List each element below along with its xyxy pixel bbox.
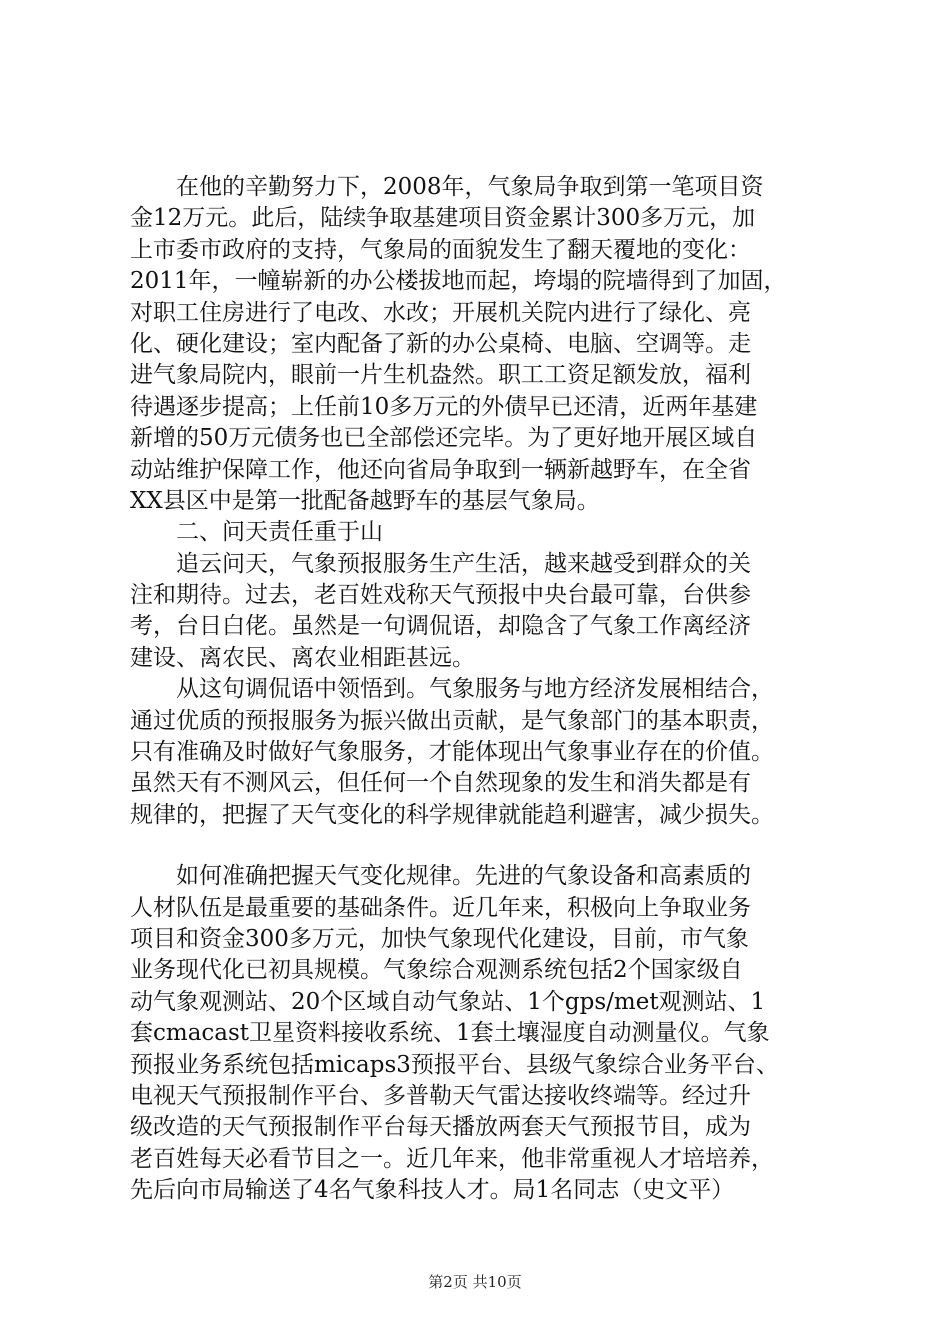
text-line: 虽然天有不测风云，但任何一个自然现象的发生和消失都是有	[130, 770, 751, 797]
text-line: 二、问天责任重于山	[130, 519, 383, 546]
text-line: 老百姓每天必看节目之一。近几年来，他非常重视人才培培养，	[130, 1145, 774, 1172]
text-line: 规律的，把握了天气变化的科学规律就能趋利避害，减少损失。	[130, 801, 774, 828]
text-line: 待遇逐步提高；上任前10多万元的外债早已还清，近两年基建	[130, 393, 758, 420]
text-line: XX县区中是第一批配备越野车的基层气象局。	[130, 487, 600, 514]
text-line: 新增的50万元债务也已全部偿还完毕。为了更好地开展区域自	[130, 425, 758, 452]
text-line: 考，台日白佬。虽然是一句调侃语，却隐含了气象工作离经济	[130, 613, 751, 640]
text-line: 项目和资金300多万元，加快气象现代化建设，目前，市气象	[130, 925, 749, 952]
text-line: 对职工住房进行了电改、水改；开展机关院内进行了绿化、亮	[130, 299, 751, 326]
text-line: 套cmacast卫星资料接收系统、1套土壤湿度自动测量仪。气象	[130, 1020, 770, 1047]
text-line: 进气象局院内，眼前一片生机盎然。职工工资足额发放，福利	[130, 362, 751, 389]
text-line: 预报业务系统包括micaps3预报平台、县级气象综合业务平台、	[130, 1051, 779, 1078]
text-line: 电视天气预报制作平台、多普勒天气雷达接收终端等。经过升	[130, 1082, 751, 1109]
text-line: 人材队伍是最重要的基础条件。近几年来，积极向上争取业务	[130, 894, 751, 921]
text-line: 动气象观测站、20个区域自动气象站、1个gps/met观测站、1	[130, 988, 766, 1015]
text-line: 级改造的天气预报制作平台每天播放两套天气预报节目，成为	[130, 1114, 751, 1141]
text-line: 只有准确及时做好气象服务，才能体现出气象事业存在的价值。	[130, 739, 774, 766]
text-line: 建设、离农民、离农业相距甚远。	[130, 644, 475, 671]
body-text	[130, 172, 830, 1207]
text-line: 从这句调侃语中领悟到。气象服务与地方经济发展相结合，	[130, 676, 774, 703]
text-line	[130, 831, 830, 861]
text-line: 业务现代化已初具规模。气象综合观测系统包括2个国家级自	[130, 957, 743, 984]
text-line: 动站维护保障工作，他还向省局争取到一辆新越野车，在全省	[130, 456, 751, 483]
text-line: 追云问天，气象预报服务生产生活，越来越受到群众的关	[130, 550, 751, 577]
page-footer: 第2页 共10页	[428, 1273, 522, 1291]
text-line: 上市委市政府的支持，气象局的面貌发生了翻天覆地的变化：	[130, 236, 751, 263]
text-line: 2011年，一幢崭新的办公楼拔地而起，垮塌的院墙得到了加固，	[130, 268, 787, 295]
text-line: 如何准确把握天气变化规律。先进的气象设备和高素质的	[130, 863, 751, 890]
text-line: 先后向市局输送了4名气象科技人才。局1名同志（史文平）	[130, 1177, 735, 1204]
text-line: 在他的辛勤努力下，2008年，气象局争取到第一笔项目资	[130, 174, 764, 200]
text-line: 化、硬化建设；室内配备了新的办公桌椅、电脑、空调等。走	[130, 330, 751, 357]
text-line: 通过优质的预报服务为振兴做出贡献，是气象部门的基本职责，	[130, 707, 774, 734]
text-line: 注和期待。过去，老百姓戏称天气预报中央台最可靠，台供参	[130, 582, 751, 609]
text-line: 金12万元。此后，陆续争取基建项目资金累计300多万元，加	[130, 205, 756, 232]
